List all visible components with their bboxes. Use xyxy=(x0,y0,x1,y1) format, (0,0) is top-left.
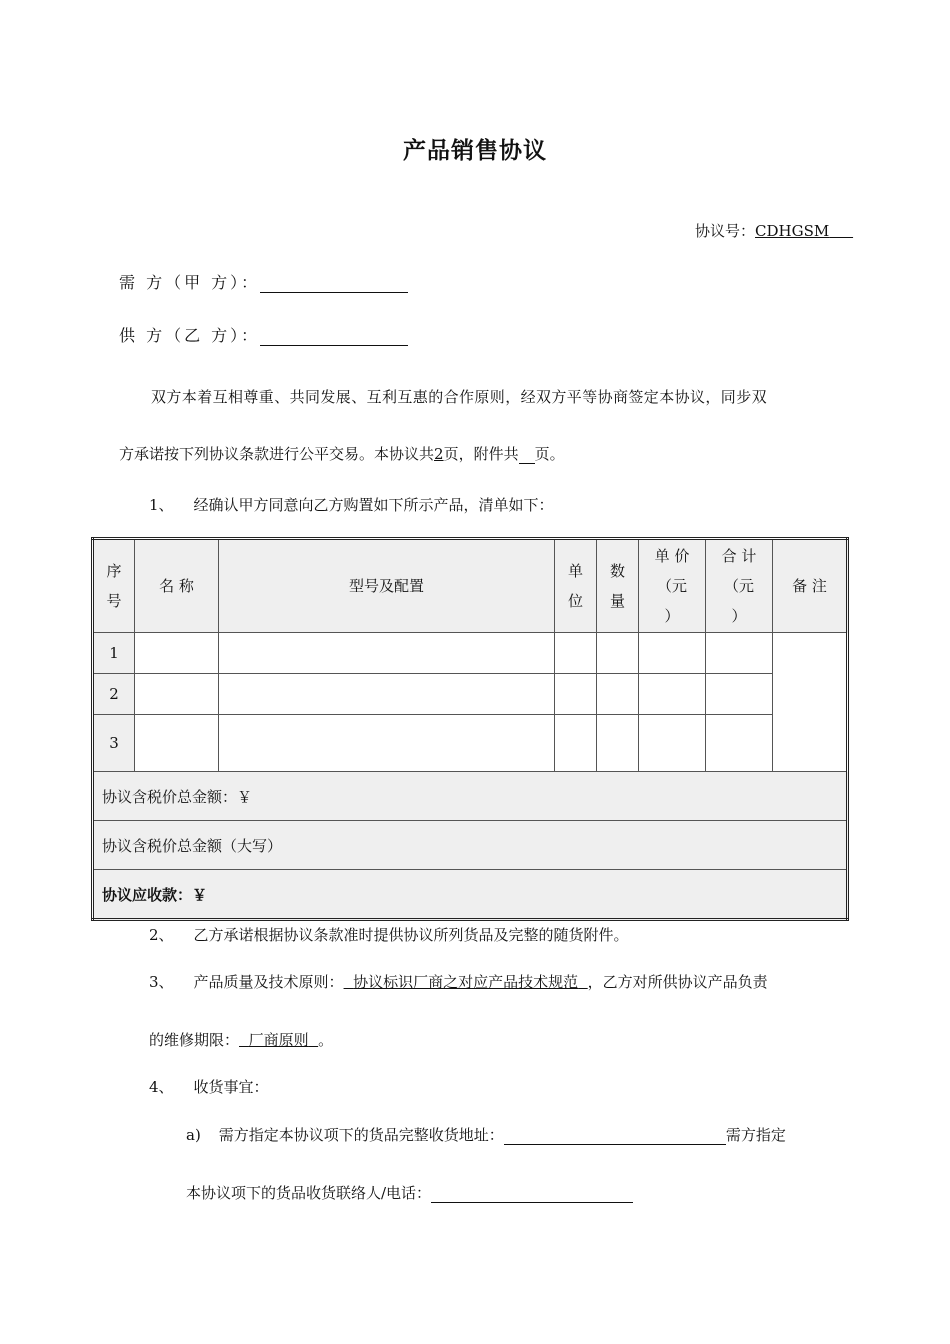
sum-tax-label: 协议含税价总金额：￥ xyxy=(93,772,848,821)
seller-label: 供 方（乙 方）： xyxy=(119,326,261,345)
cell-remark[interactable] xyxy=(773,633,848,772)
intro-line-1: 双方本着互相尊重、共同发展、互利互惠的合作原则，经双方平等协商签定本协议，同步双 xyxy=(151,388,768,406)
buyer-label: 需 方（甲 方）： xyxy=(119,273,261,292)
buyer-blank[interactable] xyxy=(260,273,408,293)
clause-4a: a) 需方指定本协议项下的货品完整收货地址： 需方指定 xyxy=(186,1126,786,1144)
buyer-party xyxy=(119,270,408,293)
cell-quantity[interactable] xyxy=(597,633,639,674)
cell-quantity[interactable] xyxy=(597,715,639,772)
sum-capital-label: 协议含税价总金额（大写） xyxy=(93,821,848,870)
clause-3-line-2: 的维修期限： 厂商原则 。 xyxy=(149,1031,334,1049)
table-header-row xyxy=(93,539,848,633)
agreement-number-value: CDHGSM xyxy=(755,222,830,240)
cell-name[interactable] xyxy=(135,715,219,772)
row-number: 3 xyxy=(93,715,135,772)
document-title: 产品销售协议 xyxy=(403,138,547,164)
cell-name[interactable] xyxy=(135,633,219,674)
cell-total[interactable] xyxy=(706,674,773,715)
technical-standard: 协议标识厂商之对应产品技术规范 xyxy=(353,973,579,991)
clause-1-text: 经确认甲方同意向乙方购置如下所示产品，清单如下： xyxy=(193,496,554,514)
attachment-count-blank[interactable] xyxy=(519,445,535,464)
header-model: 型号及配置 xyxy=(219,539,555,633)
cell-model[interactable] xyxy=(219,715,555,772)
header-quantity: 数 量 xyxy=(597,539,639,633)
cell-unit-price[interactable] xyxy=(639,633,706,674)
sum-capital-row xyxy=(93,821,848,870)
clause-4-number: 4、 xyxy=(149,1078,174,1096)
header-remark: 备 注 xyxy=(773,539,848,633)
cell-unit[interactable] xyxy=(555,674,597,715)
clause-2 xyxy=(149,924,629,945)
cell-model[interactable] xyxy=(219,633,555,674)
header-seq: 序 号 xyxy=(93,539,135,633)
row-number: 2 xyxy=(93,674,135,715)
delivery-address-blank[interactable] xyxy=(504,1126,726,1145)
cell-unit-price[interactable] xyxy=(639,674,706,715)
cell-model[interactable] xyxy=(219,674,555,715)
page-count: 2 xyxy=(434,445,444,463)
sum-tax-row xyxy=(93,772,848,821)
cell-unit[interactable] xyxy=(555,633,597,674)
clause-4a-line-2: 本协议项下的货品收货联络人/电话： xyxy=(186,1182,633,1203)
header-unit-price: 单 价 （元 ） xyxy=(639,539,706,633)
table-row xyxy=(93,715,848,772)
warranty-period: 厂商原则 xyxy=(248,1031,309,1049)
product-table xyxy=(91,537,849,921)
receivable-row xyxy=(93,870,848,920)
clause-3-number: 3、 xyxy=(149,973,174,991)
clause-1-number: 1、 xyxy=(149,496,174,514)
header-name: 名 称 xyxy=(135,539,219,633)
receivable-label: 协议应收款：￥ xyxy=(93,870,848,920)
clause-4 xyxy=(149,1076,269,1097)
table-row xyxy=(93,633,848,674)
cell-name[interactable] xyxy=(135,674,219,715)
agreement-number xyxy=(695,220,853,241)
cell-total[interactable] xyxy=(706,633,773,674)
row-number: 1 xyxy=(93,633,135,674)
agreement-number-label: 协议号： xyxy=(695,222,756,240)
clause-2-text: 乙方承诺根据协议条款准时提供协议所列货品及完整的随货附件。 xyxy=(193,926,629,944)
cell-unit-price[interactable] xyxy=(639,715,706,772)
clause-4a-label: a) xyxy=(186,1126,201,1144)
cell-total[interactable] xyxy=(706,715,773,772)
intro-line-2: 方承诺按下列协议条款进行公平交易。本协议共2页，附件共 页。 xyxy=(119,445,565,463)
clause-4-text: 收货事宜： xyxy=(193,1078,269,1096)
cell-unit[interactable] xyxy=(555,715,597,772)
header-unit: 单 位 xyxy=(555,539,597,633)
seller-party xyxy=(119,323,408,346)
cell-quantity[interactable] xyxy=(597,674,639,715)
header-total: 合 计 （元 ） xyxy=(706,539,773,633)
clause-3: 3、 产品质量及技术原则： 协议标识厂商之对应产品技术规范 ，乙方对所供协议产品负责 xyxy=(149,973,768,991)
seller-blank[interactable] xyxy=(260,326,408,346)
table-row xyxy=(93,674,848,715)
clause-2-number: 2、 xyxy=(149,926,174,944)
contact-blank[interactable] xyxy=(431,1184,633,1203)
clause-1 xyxy=(149,494,554,515)
